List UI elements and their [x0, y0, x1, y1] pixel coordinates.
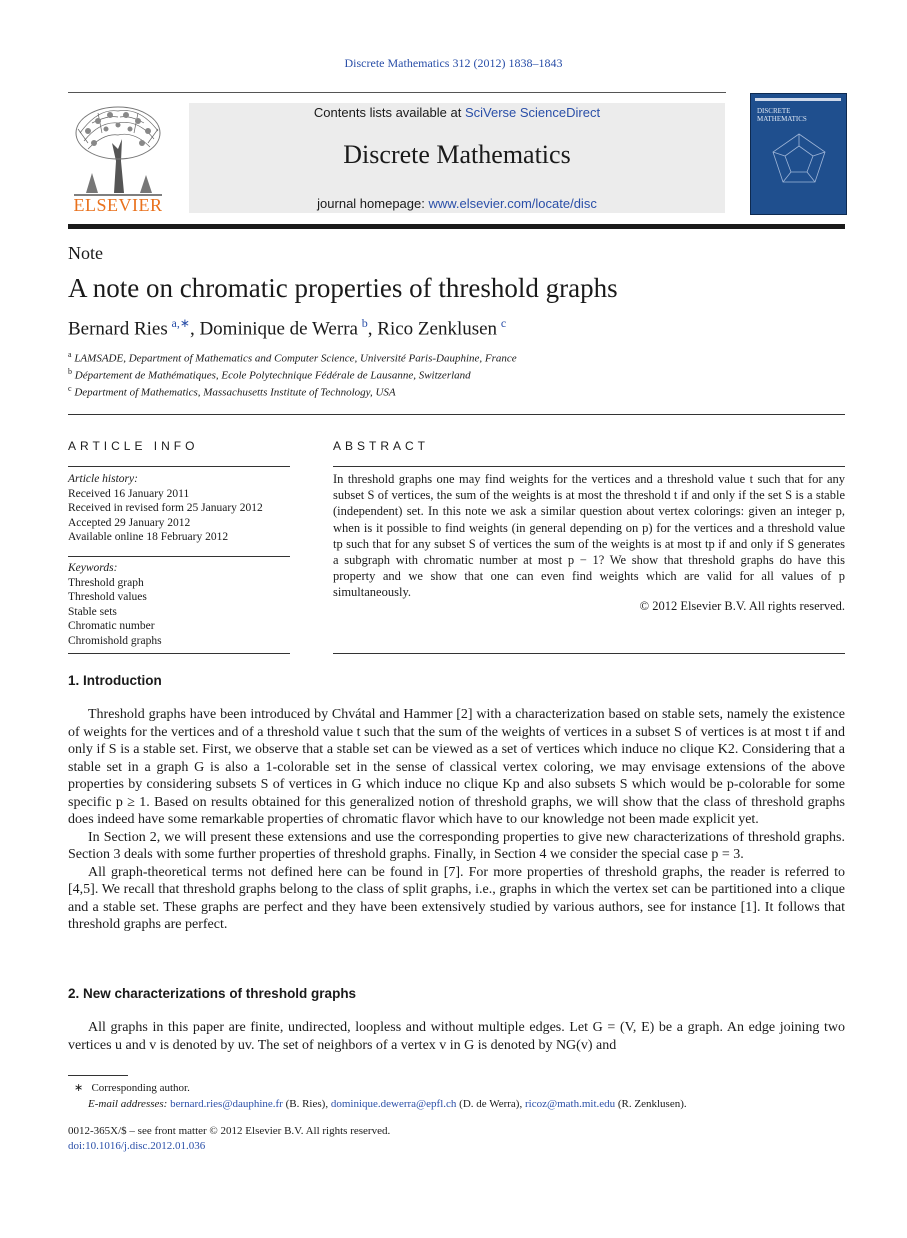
section-body: [68, 706, 845, 934]
history-label: Article history:: [68, 473, 138, 485]
affiliation-text: Département de Mathématiques, Ecole Polytechnique Fédérale de Lausanne, Switzerland: [74, 369, 471, 382]
cover-title: DISCRETE MATHEMATICS: [757, 107, 807, 123]
abstract-text: In threshold graphs one may find weights for the vertices and a threshold value t such that for any subset S of vertices, the sum of the weights is at most the threshold t if and only if the set S is a stable (independent) set. In this note we ask a similar question about vertex colorings: given an integer p, when is it possible to find weights (in general depending on p) for the vertices and a threshold value tp such that for any subset S of vertices the sum of the weights is at most tp if and only if S generates a subgraph with chromatic number at most p − 1? We show that threshold graphs do have this property and we show that one can even find weights which are valid for all values of p simultaneously.: [333, 472, 845, 600]
footnote-rule: [68, 1075, 128, 1076]
affiliation: [68, 350, 517, 365]
corresponding-text: Corresponding author.: [91, 1082, 190, 1094]
abstract-heading: ABSTRACT: [333, 439, 430, 453]
keyword-item: Threshold graph: [68, 576, 144, 589]
journal-cover: [750, 93, 847, 215]
publisher-name: ELSEVIER: [73, 195, 163, 215]
email-owner: (R. Zenklusen).: [617, 1098, 687, 1110]
history-item: Available online 18 February 2012: [68, 531, 229, 543]
affiliation-sup: c: [68, 384, 72, 393]
email-owner: (D. de Werra): [459, 1098, 520, 1110]
keywords: [68, 561, 290, 648]
email-owner: (B. Ries): [285, 1098, 326, 1110]
email-label: E-mail addresses:: [88, 1098, 168, 1110]
journal-title: Discrete Mathematics: [343, 140, 571, 169]
author-name: Dominique de Werra: [199, 318, 358, 340]
affiliation: [68, 384, 396, 399]
author-sup[interactable]: c: [500, 316, 507, 330]
keywords-label: Keywords:: [68, 562, 118, 574]
contents-prefix: Contents lists available at: [313, 105, 465, 120]
cover-graph-icon: [769, 130, 829, 188]
info-rule: [68, 466, 290, 467]
abstract-rule: [333, 653, 845, 654]
doi-link[interactable]: doi:10.1016/j.disc.2012.01.036: [68, 1140, 206, 1152]
title-rule: [68, 414, 845, 415]
page-footer: [68, 1124, 390, 1154]
section-heading: 1. Introduction: [68, 673, 162, 688]
homepage-link[interactable]: www.elsevier.com/locate/disc: [428, 196, 597, 211]
email-link[interactable]: dominique.dewerra@epfl.ch: [330, 1098, 457, 1110]
journal-citation[interactable]: Discrete Mathematics 312 (2012) 1838–1843: [344, 56, 563, 70]
article-type: Note: [68, 243, 103, 263]
footnote-star: ∗: [74, 1082, 84, 1094]
elsevier-logo: [68, 103, 168, 215]
paragraph: All graph-theoretical terms not defined here can be found in [7]. For more properties of threshold graphs, the reader is referred to [4,5]. We recall that threshold graphs belong to the class of split graphs, i.e., graphs in which the vertex set can be partitioned into a clique and a stable set. These graphs are perfect and they have been extensively studied by various authors, see for instance [1]. It follows that threshold graphs are perfect.: [68, 864, 845, 932]
header-rule: [68, 92, 726, 93]
homepage-prefix: journal homepage:: [317, 196, 429, 211]
header-thick-rule: [68, 224, 845, 229]
article-history: [68, 472, 290, 545]
keyword-item: Threshold values: [68, 591, 147, 603]
author-name: Rico Zenklusen: [377, 318, 498, 340]
history-item: Accepted 29 January 2012: [68, 516, 191, 529]
affiliation-sup: b: [68, 367, 72, 376]
section-body: [68, 1019, 845, 1054]
sciencedirect-link[interactable]: SciVerse ScienceDirect: [464, 105, 601, 120]
article-info-heading: ARTICLE INFO: [68, 439, 199, 453]
abstract-rule: [333, 466, 845, 467]
paragraph: Threshold graphs have been introduced by Chvátal and Hammer [2] with a characterization based on stable sets, namely the existence of weights for the vertices and of a threshold value t such that the sum of the weights of vertices in a subset S of vertices is at most t if and only if S is a stable set. First, we observe that a stable set can be viewed as a set of vertices which induce no clique K2. Considering that a stable set in a graph G is also a 1-colorable set in the sense of classical vertex coloring, we may envisage extensions of the above properties by considering subsets S of vertices in G which induce no clique Kp and also subsets S which would be p-colorable for some specific p ≥ 1. Based on results obtained for this generalized notion of threshold graphs, we will show that the class of threshold graphs does indeed have some remarkable properties of chromatic flavor which have to our knowledge not been made explicit yet.: [68, 707, 845, 827]
issn-line: 0012-365X/$ – see front matter © 2012 Elsevier B.V. All rights reserved.: [68, 1125, 391, 1137]
keyword-item: Chromatic number: [68, 620, 155, 632]
article-title: A note on chromatic properties of threshold graphs: [68, 273, 618, 303]
info-rule: [68, 556, 290, 557]
author-sup[interactable]: b: [361, 316, 368, 330]
affiliation-sup: a: [68, 350, 72, 359]
keyword-item: Chromishold graphs: [68, 634, 162, 647]
history-item: Received in revised form 25 January 2012: [68, 502, 263, 514]
info-rule: [68, 653, 290, 654]
email-link[interactable]: ricoz@math.mit.edu: [524, 1098, 616, 1110]
section-heading: 2. New characterizations of threshold graphs: [68, 986, 357, 1001]
history-item: Received 16 January 2011: [68, 487, 190, 500]
author-list: Bernard Ries $^{a,∗}$, Dominique de Werra $^b$, Rico Zenklusen $^c$: [68, 316, 507, 340]
email-line: E-mail addresses: bernard.ries@dauphine.fr (B. Ries), dominique.dewerra@epfl.ch (D. de Werra), ricoz@math.mit.edu (R. Zenklusen).: [88, 1098, 687, 1110]
paragraph: All graphs in this paper are finite, undirected, loopless and without multiple edges. Let G = (V, E) be a graph. An edge joining two vertices u and v is denoted by uv. The set of neighbors of a vertex v in G is denoted by NG(v) and: [68, 1020, 845, 1053]
affiliation: [68, 367, 471, 382]
corresponding-note: [68, 1080, 845, 1096]
affiliation-text: LAMSADE, Department of Mathematics and Computer Science, Université Paris-Dauphine, France: [74, 352, 517, 365]
email-link[interactable]: bernard.ries@dauphine.fr: [170, 1098, 283, 1110]
homepage-line: [189, 196, 725, 211]
footnote: [68, 1080, 845, 1112]
copyright: © 2012 Elsevier B.V. All rights reserved.: [639, 599, 845, 613]
affiliation-text: Department of Mathematics, Massachusetts Institute of Technology, USA: [74, 386, 396, 399]
cover-stripe: [755, 98, 841, 101]
author-name: Bernard Ries: [68, 318, 168, 340]
author-sup[interactable]: a,∗: [171, 316, 190, 330]
keyword-item: Stable sets: [68, 605, 117, 618]
paragraph: In Section 2, we will present these extensions and use the corresponding properties to give new characterizations of threshold graphs. Section 3 deals with some further properties of threshold graphs. Finally, in Section 4 we consider the special case p = 3.: [68, 829, 845, 862]
contents-line: [189, 105, 725, 120]
